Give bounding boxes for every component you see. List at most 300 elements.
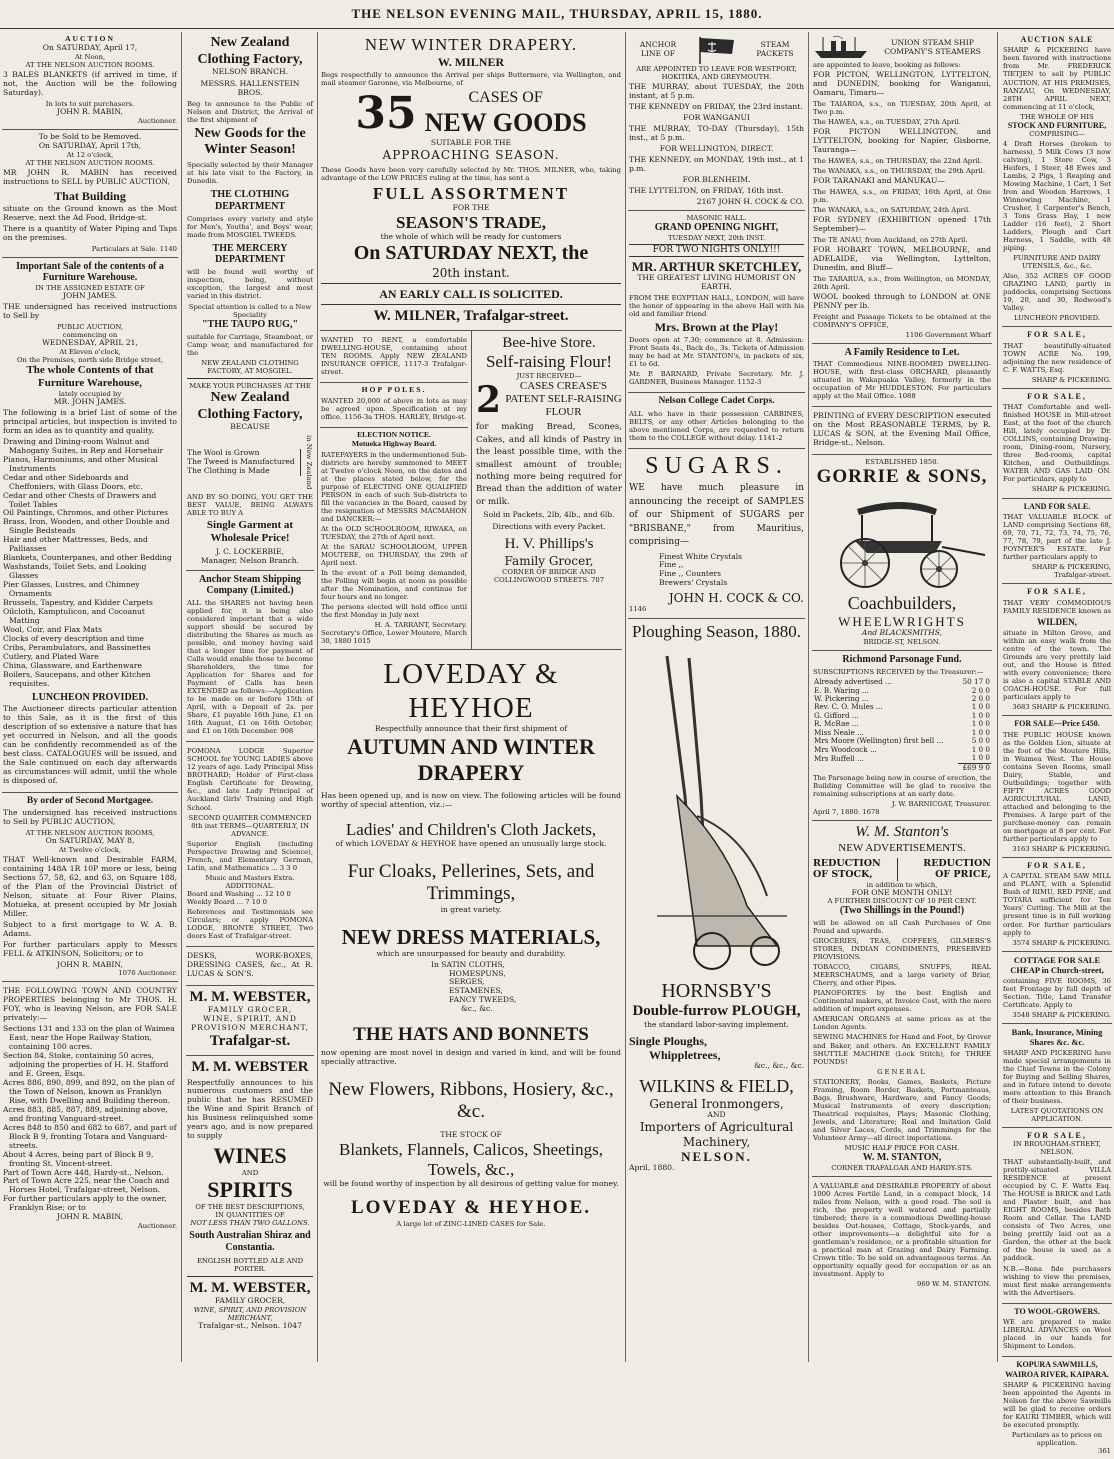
ad-body: THE PUBLIC HOUSE known as the Golden Lion, situate at the foot of the Moutere Hills, in Waimea West. The House contains Seven Rooms, small Dairy, Stable, and Outbuildings; together with FIFTY ACRES GOOD AGRICULTURAL LAND, attached and belonging to the Premises. A large part of the purchase-money can remain on mortgage at 8 per cent. For further particulars apply to	[1003, 730, 1111, 843]
ad-line: Secretary's Office, Lower Moutere, March 30, 1880 1015	[321, 628, 467, 645]
ad-body: FOR PICTON WELLINGTON, and LYTTELTON, booking for Napier, Gisborne, Tauranga—	[813, 126, 991, 154]
ad-body: THE MURRAY, TO-DAY (Thursday), 15th inst., at 5 p.m.	[629, 123, 804, 142]
ad-body: TOBACCO, CIGARS, SNUFFS, REAL MEERSCHAUMS, and a large variety of Briar, Cherry, and other Pipes.	[813, 963, 991, 988]
desks-workboxes-ad	[186, 947, 314, 986]
list-item: FANCY TWEEDS,	[449, 995, 517, 1005]
ad-body: The WANAKA, s.s., on SATURDAY, 24th April.	[813, 205, 971, 214]
ad-subheading: NELSON.	[681, 1148, 752, 1164]
ad-heading: New Zealand Clothing Factory,	[197, 35, 303, 67]
list-item: Finest White Crystals	[659, 551, 743, 561]
ad-line: ESTABLISHED 1850.	[865, 458, 939, 467]
list-item: In SATIN CLOTHS,	[431, 959, 505, 969]
table-cell: 1 0 0	[971, 744, 990, 754]
ad-body: Comprises every variety and style for Men's, Youths', and Boys' wear, made from MOSGIEL TWEEDS.	[187, 214, 313, 239]
ad-body: PRINTING of EVERY DESCRIPTION executed on the Most REASONABLE TERMS, by R. LUCAS & SON, at the Evening Mail Office, Bridge-st., Nelson.	[813, 411, 991, 448]
newspaper-masthead: THE NELSON EVENING MAIL, THURSDAY, APRIL 15, 1880.	[0, 0, 1114, 29]
ad-body: The HAWEA, s.s., on TUESDAY, 27th April.	[813, 117, 961, 126]
ad-line: WINE, SPIRIT, AND PROVISION MERCHANT,	[193, 1306, 307, 1323]
ad-subheading: Motueka Highway Board.	[351, 438, 437, 448]
ad-body: AND BY SO DOING, YOU GET THE BEST VALUE, BEING ALWAYS ABLE TO BUY A	[187, 492, 313, 517]
ad-subheading: NEW DRESS MATERIALS,	[341, 924, 601, 949]
ad-line: 3548 SHARP & PICKERING.	[1012, 1010, 1111, 1019]
ad-subheading: (Two Shillings in the Pound!)	[839, 905, 965, 917]
ad-line: FURNITURE AND DAIRY UTENSILS, &c., &c.	[1013, 254, 1101, 271]
column-2	[186, 32, 314, 1362]
ad-line: J. W. BARNICOAT, Treasurer.	[891, 800, 991, 809]
ad-subheading: AN EARLY CALL IS SOLICITED.	[379, 286, 563, 301]
column-1	[2, 32, 178, 1362]
ad-subheading: Furniture Warehouse,	[38, 377, 142, 390]
ad-line: IN THE ASSIGNED ESTATE OF	[35, 284, 145, 293]
ad-line: On SATURDAY, April 17th,	[38, 140, 142, 150]
ad-body: SHARP AND PICKERING have made special arrangements in the Chief Towns in the Colony for Buying and Selling Shares, and in future intend to devote more attention to this Branch of their business.	[1003, 1048, 1111, 1105]
ad-body: The TARARUA, s.s., from Wellington, on MONDAY, 26th April.	[813, 274, 991, 291]
ad-subheading: SPIRITS	[207, 1177, 293, 1203]
table-cell: G. Gifford ...	[814, 710, 859, 720]
ad-heading: NEW WINTER DRAPERY.	[364, 35, 578, 54]
list-item: Cribs, Perambulators, and Bassinettes	[3, 642, 151, 652]
table-cell: 1 0 0	[971, 719, 990, 729]
list-item: Brussels, Tapestry, and Kidder Carpets	[3, 598, 153, 608]
ad-subheading: New Goods for the Winter Season!	[194, 125, 306, 158]
ad-line: in great variety.	[440, 904, 502, 914]
ad-body: FOR PICTON, WELLINGTON, LYTTELTON, and DUNEDIN, booking for Wanganui, Oamaru, Timaru—	[813, 70, 991, 97]
materials-list	[321, 961, 621, 1015]
ad-subheading: THE HATS AND BONNETS	[353, 1024, 589, 1046]
ad-line: NELSON BRANCH.	[212, 67, 288, 77]
list-item: Cedar and other Chests of Drawers and Toilet Tables	[3, 490, 157, 509]
ad-body: A VALUABLE and DESIRABLE PROPERTY of about 1000 Acres Fertile Land, in a compact block, 14 miles from Nelson, with a good road. The soil is rich, the property well watered and partially timbered; there is a commodious Dwelling-house besides Out-houses, Cottage, Stock-yards, and other improvements—a delightful site for a gentleman's residence, or a profitable situation for a practical man at Grazing and Dairy Farming. Crown title. To be sold on advantageous terms. An opportunity equally good for occupation or as an investment. Apply to	[813, 1181, 991, 1278]
table-cell: 5 0 0	[971, 736, 990, 746]
ad-subheading: Self-raising Flour!	[485, 352, 613, 372]
ad-heading: FOR SALE,	[1027, 391, 1087, 401]
table-cell: Mrs Ruffell ...	[814, 753, 864, 763]
ad-subheading: Mrs. Brown at the Play!	[654, 320, 779, 335]
auction-blankets-ad	[2, 32, 178, 130]
ad-line: J. C. LOCKERBIE,	[215, 546, 285, 556]
hop-poles-ad	[320, 383, 468, 428]
ad-line: Trafalgar-st., Nelson. 1047	[198, 1321, 302, 1331]
ad-body: At the OLD SCHOOLROOM, RIWAKA, on TUESDAY, the 27th of April next.	[321, 524, 467, 541]
ad-heading: UNION STEAM SHIP COMPANY'S STEAMERS	[884, 38, 981, 56]
ad-heading: LOVEDAY & HEYHOE	[383, 657, 559, 725]
ad-body: SEWING MACHINES for Hand and Foot, by Grover and Baker, and others. An EXCELLENT FAMILY SHUTTLE MACHINE (Lock Stitch), for THREE POUNDS!	[813, 1033, 991, 1066]
ad-heading: To be Sold to be Removed.	[38, 131, 142, 141]
ad-heading: ANCHOR LINE OF	[639, 40, 677, 58]
kopura-sawmills-ad	[1002, 1357, 1112, 1459]
auctioneer-name: JOHN R. MABIN,	[57, 959, 123, 969]
auctioneer-name: JOHN R. MABIN,	[57, 1212, 123, 1222]
ad-line: Board and Washing ... 12 10 0	[187, 889, 291, 898]
table-cell: 1 0 0	[971, 702, 990, 712]
table-cell: 2 0 0	[971, 694, 990, 703]
ad-subheading: H. V. Phillips's	[504, 536, 594, 553]
ad-line: SHARP & PICKERING, Trafalgar-street.	[1031, 563, 1111, 580]
ad-body: The persons elected will hold office until the first Monday in July next	[321, 602, 467, 619]
ad-line: SECOND QUARTER COMMENCED 8th inst TERMS—QUARTERLY, IN ADVANCE.	[188, 813, 312, 838]
ad-heading: Richmond Parsonage Fund.	[842, 654, 962, 666]
ad-line: W. MILNER	[437, 55, 505, 70]
column-rule	[625, 32, 626, 1362]
ad-body: The Auctioneer directs particular attention to this Sale, as it is the first of this description of so extensive a nature that has yet occurred in Nelson, and all the goods can be confidently recommended as of the best class. CATALOGUES will be issued, and the Sale continued on each day afterwards as circumstances will admit, until the whole is disposed of.	[3, 704, 177, 785]
ad-body: Specially selected by their Manager at his late visit to the Factory, in Dunedin.	[187, 160, 313, 185]
list-item: Boilers, Saucepans, and other Kitchen requisites.	[3, 669, 151, 688]
ad-body: Has been opened up, and is now on view. The following articles will be found worthy of special attention, viz.:—	[321, 791, 621, 810]
villa-sale-ad	[1002, 1128, 1112, 1304]
ad-subheading: Single Garment at Wholesale Price!	[206, 518, 294, 544]
list-item: Acres 848 to 850 and 682 to 687, and part of Block B 9, fronting Totara and Vanguard-streets.	[3, 1122, 177, 1150]
ad-subheading: WHEELWRIGHTS	[838, 613, 966, 629]
ad-line: MR. JOHN JAMES.	[53, 397, 127, 407]
ad-heading: TO WOOL-GROWERS.	[1014, 1306, 1100, 1316]
ad-line: IN QUANTITIES OF	[215, 1211, 285, 1220]
ad-body: For further particulars apply to Messrs FELL & ATKINSON, Solicitors; or to	[3, 939, 177, 958]
ad-heading: Anchor Steam Shipping Company (Limited.)	[198, 573, 302, 597]
ad-line: the whole of which will be ready for customers	[380, 231, 562, 241]
list-item: &c., &c.	[461, 1004, 493, 1014]
ad-line: in New Zealand	[305, 435, 313, 490]
ad-line: OF THE BEST DESCRIPTIONS,	[195, 1203, 305, 1212]
ad-body: There is a quantity of Water Piping and Taps on the premises.	[3, 223, 177, 242]
ad-body: DESKS, WORK-BOXES, DRESSING CASES, &c., At R. LUCAS & SON'S.	[187, 950, 313, 978]
ad-line: SHARP & PICKERING.	[1031, 485, 1111, 494]
ad-line: &c., &c., &c.	[754, 1061, 804, 1071]
ad-body: FOR TARANAKI and MANUKAU—	[813, 175, 946, 185]
ad-line: REDUCTION OF STOCK,	[813, 858, 898, 880]
ad-subheading: GRAND OPENING NIGHT,	[654, 222, 779, 234]
ad-line: APPROACHING SEASON.	[382, 147, 560, 162]
ad-heading: Important Sale of the contents of a Furniture Warehouse.	[16, 260, 164, 284]
ad-body: Also, 352 ACRES OF GOOD GRAZING LAND, partly in paddocks, comprising Sections 19, 20, and 30, Redwood's Valley.	[1003, 272, 1111, 313]
ad-line: General Ironmongers,	[649, 1097, 784, 1112]
ad-body: POMONA LODGE Superior SCHOOL for YOUNG LADIES above 12 years of age. Lady Principal Miss BROTHARD; Holder of First-class English Certificate for Drawing, &c., and late Lady Principal of Auckland Girls' Training and High School.	[187, 747, 313, 812]
ad-heading: AUCTION SALE	[1020, 35, 1094, 44]
cottage-sale-ad	[1002, 952, 1112, 1024]
ad-body: Doors open at 7.30; commence at 8. Admission: Front Seats 4s., Back do., 3s. Tickets of Admission may be had at Mr. STANTON's, in packets of six, £1 to 6d.	[629, 336, 804, 369]
ad-line: Respectfully announce that their first shipment of	[374, 724, 568, 734]
ad-subheading: FULL ASSORTMENT	[372, 183, 570, 203]
ad-heading: ELECTION NOTICE.	[357, 429, 431, 439]
list-item: Wool, Coir, and Flax Mats	[3, 624, 102, 634]
ad-subheading: W. M. STANTON,	[862, 1151, 942, 1163]
ad-body: suitable for Carriage, Steamboat, or Camp wear, and manufactured for the	[187, 333, 313, 358]
ad-line: FOR ONE MONTH ONLY!	[851, 887, 953, 897]
ad-line: GENERAL	[877, 1067, 927, 1076]
ad-body: ALL who have in their possession CARBINES, BELTS, or any other Articles belonging to the above mentioned Corps, are requested to return them to the COLLEGE without delay. 1141-2	[629, 409, 804, 442]
ad-line: Single Ploughs,	[629, 1033, 708, 1048]
parsonage-fund-ad	[812, 651, 992, 821]
ad-line: 969 W. M. STANTON.	[917, 1279, 991, 1288]
ad-line: CASES OF	[468, 89, 543, 107]
ad-heading: FOR SALE,	[1027, 1130, 1087, 1140]
list-item: Fine ,,	[659, 560, 684, 570]
ad-body: The HAWEA, s.s., on FRIDAY, 16th April, at One p.m.	[813, 187, 991, 204]
ad-subheading: MR. ARTHUR SKETCHLEY,	[631, 258, 802, 274]
ad-heading: Bee-hive Store.	[502, 334, 596, 351]
column-rule	[317, 32, 318, 1362]
list-item: Acres 883, 885, 887, 889, adjoining above, and fronting Vanguard-street.	[3, 1104, 168, 1123]
column-rule	[808, 32, 809, 1362]
ad-line: PUBLIC AUCTION,	[56, 323, 124, 332]
ad-line: JUST RECEIVED—	[516, 372, 582, 381]
ad-body: now opening are most novel in design and varied in kind, and will be found specially attractive.	[321, 1047, 621, 1066]
ad-line: On SATURDAY, MAY 8,	[45, 836, 135, 846]
ad-body: THAT beautifully-situated TOWN ACRE No. 199, adjoining the new residence of C. F. WATTS, Esq.	[1003, 341, 1111, 374]
family-residence-ad	[812, 344, 992, 408]
ad-body: MR JOHN R. MABIN has received instructions to SELL by PUBLIC AUCTION,	[3, 167, 177, 186]
ad-line: IN BROUGHAM-STREET, NELSON.	[1013, 1140, 1101, 1157]
ad-line: And BLACKSMITHS,	[861, 628, 943, 638]
ad-line: 1106 Government Wharf	[905, 330, 991, 339]
ad-body: THE KENNEDY, on MONDAY, 19th inst., at 1 p.m.	[629, 154, 804, 173]
webster-grocer-ad	[186, 986, 314, 1056]
webster-wines-ad	[186, 1056, 314, 1336]
ad-line: THE STOCK OF	[440, 1130, 502, 1140]
ad-heading: M. M. WEBSTER	[191, 1058, 309, 1075]
list-item: China, Glassware, and Earthenware	[3, 660, 143, 670]
ad-subheading: M. M. WEBSTER,	[189, 1279, 311, 1296]
table-cell: W. Pickering ...	[814, 694, 869, 703]
beehive-store-ad	[472, 331, 622, 649]
ad-line: Whippletrees,	[649, 1047, 721, 1062]
ad-line: 20th instant.	[432, 265, 510, 280]
steamship-icon	[813, 35, 871, 61]
ad-line: 1076 Auctioneer.	[118, 969, 177, 978]
list-item: About 4 Acres, being part of Block B 9, fronting St. Vincent-street.	[3, 1149, 154, 1168]
ad-subheading: THE CLOTHING DEPARTMENT	[210, 189, 290, 212]
ad-line: Special attention is called to a New Speciality	[188, 303, 312, 320]
ad-body: A CAPITAL STEAM SAW MILL and PLANT, with a Splendid Bush of RIMU, RED PINE, and TOTARA sufficient for Ten Years' Cutting. The Mill at the present time is in full working order. For further particulars apply to	[1003, 872, 1111, 937]
two-column-section	[320, 331, 622, 650]
ad-line: SUITABLE FOR THE	[430, 137, 512, 147]
ad-line: CORNER TRAFALGAR AND HARDY-STS.	[831, 1163, 973, 1172]
ad-body: PIANOFORTES by the best English and Continental makers, at Invoice Cost, with the mere addition of import expenses.	[813, 989, 991, 1014]
ad-line: NEW ZEALAND CLOTHING FACTORY, AT MOSGIEL.	[201, 359, 299, 376]
ad-line: CORNER OF BRIDGE AND COLLINGWOOD STREETS. 707	[493, 568, 605, 585]
ad-heading: By order of Second Mortgagee.	[26, 795, 154, 806]
ad-line: Particulars at Sale. 1140	[91, 244, 177, 253]
ad-heading: LAND FOR SALE.	[1023, 501, 1091, 511]
ad-body: 4 Draft Horses (broken to harness), 5 Milk Cows (3 now calving), 1 Store Cow, 3 Heifers, 1 Steer, 48 Ewes and Lambs, 2 Pigs, 1 Reaping and Mowing Machine, 1 Cart, 1 Set Iron and Wooden Harrows, 1 Winnowing Machine, 1 Crusher, 1 Carpenter's Bench, 3 Tons Grass Hay, 1 new Ladder (16 feet), 2 Short Ladders, Plough and Cart Harness, 1 Saddle, with 48 piping.	[1003, 140, 1111, 253]
furniture-list	[3, 438, 177, 689]
ad-line: Auctioneer.	[137, 1222, 177, 1231]
ad-body: Mr. P. BARNARD, Private Secretary. Mr. J. GARDNER, Business Manager. 1152-3	[629, 370, 804, 387]
ad-heading: W. M. Stanton's	[855, 824, 949, 841]
ad-body: THAT Commodious NINE-ROOMED DWELLING-HOUSE, with first-class ORCHARD, pleasantly situated in Wakapuaka Valley, formerly in the occupation of Mr HUDDLESTON. For particulars apply at the Mail Office. 1088	[813, 360, 991, 401]
ad-line: JOHN H. COCK & CO.	[668, 591, 804, 606]
ad-subheading: The whole Contents of that	[26, 364, 154, 377]
ad-heading: Nelson College Cadet Corps.	[658, 396, 775, 407]
ad-subheading: LOVEDAY & HEYHOE.	[350, 1197, 592, 1219]
anchor-flag-icon	[696, 35, 738, 65]
ad-body: Freight and Passage Tickets to be obtained at the COMPANY'S OFFICE,	[813, 312, 991, 329]
furniture-warehouse-sale-ad	[2, 258, 178, 793]
ad-body: GROCERIES, TEAS, COFFEES, GILMERS'S STORES, INDIAN CONDIMENTS, PRESERVED PROVISIONS.	[813, 937, 991, 962]
wanted-rent-ad	[320, 331, 468, 383]
ad-line: Music and Masters Extra. ADDITIONAL.	[205, 873, 295, 890]
ad-line: BRIDGE-ST, NELSON.	[863, 638, 941, 647]
stanton-advertisements-ad	[812, 821, 992, 1176]
ad-body: will be found well worthy of inspection, being, without exception, the largest and most varied in this district.	[187, 268, 313, 301]
ad-line: A large lot of ZINC-LINED CASES for Sale.	[396, 1219, 546, 1228]
ad-subheading: HORNSBY'S	[661, 979, 772, 1002]
table-cell: E. B. Waring ...	[814, 685, 869, 695]
public-house-sale-ad	[1002, 716, 1112, 858]
ad-body: WE have much pleasure in announcing the receipt of SAMPLES of our Shipment of SUGARS per "BRISBANE," from Mauritius, comprising—	[629, 483, 804, 548]
sugars-ad	[628, 449, 805, 619]
ad-line: FOR WELLINGTON, DIRECT.	[659, 143, 774, 153]
ad-line: H. A. TARRANT, Secretary.	[374, 620, 467, 629]
ad-line: FOR WANGANUI	[683, 112, 750, 122]
ad-line: LUNCHEON PROVIDED.	[1013, 314, 1101, 323]
ad-subheading: Ladies' and Children's Cloth Jackets,	[345, 820, 597, 840]
table-cell: Rev. C. O. Mules ...	[814, 702, 883, 712]
ad-line: The Wool is Grown	[187, 448, 260, 457]
ad-subheading: Coachbuilders,	[847, 592, 957, 613]
wool-growers-ad	[1002, 1304, 1112, 1358]
mortgagee-farm-sale-ad	[2, 793, 178, 983]
plough-illustration	[637, 646, 797, 976]
ad-line: April 7, 1880. 1678	[813, 808, 880, 817]
ad-line: At Twelve o'clock,	[58, 846, 122, 854]
ad-body: THE LYTTELTON, on FRIDAY, 16th inst.	[629, 185, 784, 195]
ad-line: Family Grocer,	[504, 553, 594, 568]
ad-heading: SUGARS.	[645, 452, 788, 479]
ad-body: SHARP & PICKERING have been favored with instructions from Mr. FREDERICK TIETJEN to sell by PUBLIC AUCTION, AT HIS PREMISES, RANZAU, On WEDNESDAY, 28TH APRIL NEXT, commencing at 11 o'clock,	[1003, 46, 1111, 111]
table-cell: 1 0 0	[971, 727, 990, 737]
ad-subheading: Blankets, Flannels, Calicos, Sheetings, Towels, &c.,	[339, 1140, 603, 1180]
ad-body: The TE ANAU, from Auckland, on 27th April.	[813, 235, 968, 244]
ad-body: WE are prepared to make LIBERAL ADVANCES on Wool placed in our hands for Shipment to London.	[1003, 1318, 1111, 1351]
ad-body: SHARP & PICKERING having been appointed the Agents in Nelson for the above Sawmills will be glad to receive orders for KAURI TIMBER, which will be executed promptly.	[1003, 1380, 1111, 1430]
ad-line: JOHN JAMES.	[62, 291, 118, 301]
ad-body: THE undersigned has received instructions to Sell by	[3, 302, 177, 321]
ad-body: Begs respectfully to announce the Arrival per ships Buttermere, via Wellington, and mail steamer Garonne, via Melbourne, of	[321, 71, 621, 88]
ad-line: At Eleven o'clock,	[59, 348, 121, 357]
clothing-factory-ad	[186, 32, 314, 571]
ad-line: NOT LESS THAN TWO GALLONS.	[190, 1219, 310, 1228]
list-item: Oilcloth, Kamptulicon, and Cocoanut Matting	[3, 606, 145, 625]
ad-line: 361	[1098, 1447, 1111, 1456]
valuable-property-ad	[812, 1177, 992, 1292]
building-removal-ad	[2, 130, 178, 258]
ad-line: BECAUSE	[230, 422, 270, 432]
ad-subheading: "THE TAUPO RUG,"	[201, 319, 299, 331]
list-item: Brass, Iron, Wooden, and other Double and Single Bedsteads	[3, 517, 170, 536]
ad-body: WOOL booked through to LONDON at ONE PENNY per lb.	[813, 291, 991, 310]
plough-ad	[628, 619, 805, 1177]
ad-line: commencing on	[62, 331, 118, 340]
subscriptions-table	[813, 678, 991, 772]
ad-body: will be allowed on all Cash Purchases of One Pound and upwards.	[813, 919, 991, 936]
ad-heading: A Family Residence to Let.	[844, 346, 960, 358]
ad-heading: Ploughing Season, 1880.	[631, 621, 802, 641]
ad-subheading: WINES	[213, 1143, 287, 1169]
ad-subheading: South Australian Shiraz and Constantia.	[189, 1230, 311, 1253]
ad-line: MAKE YOUR PURCHASES AT THE	[189, 382, 311, 391]
list-item: Sections 131 and 133 on the plan of Waimea East, near the Hope Railway Station, containing 100 acres.	[3, 1024, 175, 1052]
ad-body: In the event of a Poll being demanded, the Polling will begin at noon as possible after the Nomination, and continue for four hours and no longer.	[321, 568, 467, 601]
list-item: Cutlery, and Plated Ware	[3, 651, 99, 661]
ad-line: AT THE NELSON AUCTION ROOMS,	[25, 829, 155, 838]
list-item: Blankets, Counterpanes, and other Bedding	[3, 553, 172, 563]
loveday-heyhoe-ad	[320, 650, 622, 1232]
ad-heading: COTTAGE FOR SALE CHEAP in Church-street,	[1010, 954, 1104, 975]
printing-ad	[812, 407, 992, 455]
ad-subheading: Fur Cloaks, Pellerines, Sets, and Trimmings,	[347, 861, 595, 905]
ad-line: WEDNESDAY, APRIL 21,	[42, 338, 138, 348]
ad-heading: FOR SALE,	[1027, 587, 1087, 597]
ad-line: AT THE NELSON AUCTION ROOMS.	[25, 158, 155, 167]
ad-subheading: WILDEN,	[1037, 616, 1077, 627]
ad-subheading: LUNCHEON PROVIDED.	[31, 691, 149, 703]
ad-subheading: NEW ADVERTISEMENTS.	[838, 842, 966, 855]
table-cell: R. McRae ...	[814, 719, 859, 729]
table-cell: 50 17 0	[962, 677, 990, 687]
ad-body: THAT Comfortable and well-finished HOUSE in Mill-street East, at the foot of the church Hill, lately occupied by Dr. COLLINS, containing Drawing-room, Dining-room, Nursery, three Bed-rooms, capital Kitchen, and Outbuildings. WATER AND GAS LAID ON. For particulars, apply to	[1003, 403, 1111, 484]
ad-line: ARE APPOINTED TO LEAVE FOR WESTPORT, HOKITIKA, AND GREYMOUTH.	[636, 65, 797, 82]
ad-line: lately occupied by	[58, 390, 122, 399]
ad-line: THE WHOLE OF HIS	[1020, 112, 1094, 121]
ad-body: FROM THE EGYPTIAN HALL, LONDON, will have the honor of appearing in the above Hall with his old and familiar friend	[629, 294, 804, 319]
ad-body: The following is a brief List of some of the principal articles, but inspection is invited to form an idea as to quantity and quality.	[3, 408, 177, 435]
ad-line: 2167 JOHN H. COCK & CO.	[696, 196, 804, 206]
ad-body: The WANAKA, s.s., on THURSDAY, the 29th April.	[813, 166, 985, 175]
ad-body: WANTED 20,000 of above in lots as may be agreed upon. Specification at my office. 1156-3a THOS. HARLEY, Bridge-st.	[321, 396, 467, 421]
ad-heading: AUCTION	[65, 34, 115, 43]
ad-subheading: CASES CREASE'S PATENT SELF-RAISING FLOUR	[505, 380, 622, 419]
list-item: For further particulars apply to the owner, Franklyn Rise; or to	[3, 1194, 167, 1213]
ad-line: MUSIC HALF PRICE FOR CASH.	[844, 1143, 960, 1152]
ad-line: ENGLISH BOTTLED ALE AND PORTER.	[196, 1256, 304, 1273]
ad-subheading: Double-furrow PLOUGH,	[632, 1003, 801, 1020]
list-item: Fine ,, Counters	[659, 569, 721, 579]
ad-line: 3574 SHARP & PICKERING.	[1012, 938, 1111, 947]
ad-body: The undersigned has received instructions to Sell by PUBLIC AUCTION,	[3, 808, 177, 827]
list-item: HOMESPUNS,	[449, 968, 506, 978]
ad-heading: THE FOLLOWING TOWN AND COUNTRY PROPERTIES belonging to Mr THOS. H. FOY, who is leaving Nelson, are FOR SALE privately:—	[3, 986, 177, 1023]
because-brace	[187, 435, 313, 489]
list-item: Hair and other Mattresses, Beds, and Palliasses	[3, 535, 148, 554]
ad-line: Sold in Packets, 2lb, 4lb., and 6lb.	[483, 510, 615, 520]
ad-line: TUESDAY NEXT, 20th INST.	[667, 234, 766, 243]
ad-line: will be found worthy of inspection by all desirous of getting value for money.	[323, 1179, 619, 1189]
union-steamship-ad	[812, 32, 992, 344]
list-item: Part of Town Acre 448, Hardy-st., Nelson.	[3, 1167, 164, 1177]
land-sale-ad	[1002, 499, 1112, 585]
ad-body: Beg to announce to the Public of Nelson and District, the Arrival of the first shipment of	[187, 99, 313, 124]
table-cell: Miss Neale ...	[814, 727, 864, 737]
ad-subheading: AUTUMN AND WINTER	[347, 734, 595, 760]
list-item: Brewers' Crystals	[659, 578, 728, 588]
ad-body: WANTED TO RENT, a comfortable DWELLING-HOUSE, containing about TEN ROOMS. Apply NEW ZEALAND INSURANCE OFFICE, 1117-3 Trafalgar-street.	[321, 335, 467, 376]
cases-number: 2	[476, 378, 502, 421]
list-item: Oil Paintings, Chromos, and other Pictures	[3, 508, 168, 518]
ad-body: THAT substantially-built, and prettily-situated VILLA RESIDENCE at present occupied by C. F. Watts Esq. The HOUSE is BRICK and Lath and Plaster built, and has EIGHT ROOMS, besides Bath Room and Cellar. The LAND consists of Two Acres, one being prettily laid out as a Garden, the other at the back of the house is used as a paddock.	[1003, 1158, 1111, 1263]
ad-line: LATEST QUOTATIONS ON APPLICATION.	[1010, 1106, 1104, 1123]
ad-body: N.B.—Bona fide purchasers wishing to view the premises, must first make arrangements with the Advertisers.	[1003, 1264, 1111, 1297]
ad-body: References and Testimonials see Circulars; or apply POMONA LODGE, BRONTE STREET, Two doors East of Trafalgar-street.	[187, 907, 313, 940]
list-item: SERGES,	[449, 977, 485, 987]
ad-subheading: THE MERCERY DEPARTMENT	[212, 242, 288, 266]
ad-line: the standard labor-saving implement.	[644, 1019, 789, 1029]
anchor-line-ad	[628, 32, 805, 211]
ad-line: 1146	[629, 605, 647, 614]
ad-subheading: On SATURDAY NEXT, the	[353, 241, 589, 264]
ad-body: for making Bread, Scones, Cakes, and all kinds of Pastry in the least possible time, with the smallest amount of trouble; nothing more being required for Bread than the addition of water or milk.	[476, 422, 622, 507]
ad-line: Importers of Agricultural Machinery,	[639, 1120, 794, 1149]
table-row	[813, 763, 991, 772]
